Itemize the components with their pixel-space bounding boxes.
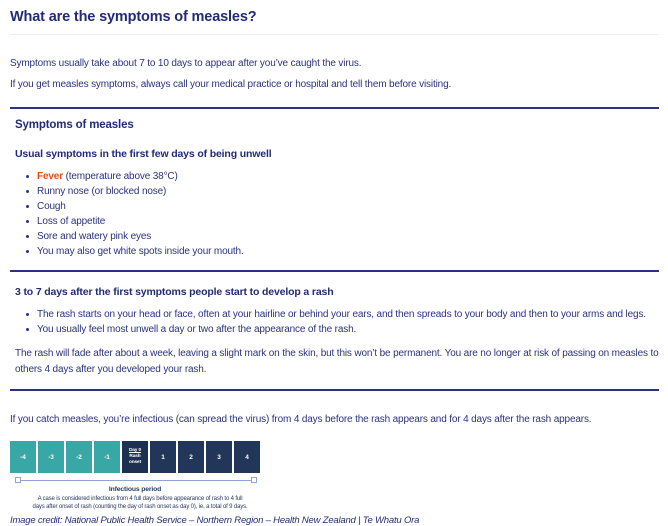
fever-detail: (temperature above 38°C): [62, 171, 178, 183]
section-divider-top: [10, 107, 659, 109]
symptoms-list: [15, 169, 659, 259]
infectious-period-bracket: [15, 477, 257, 483]
infectious-period-label: Infectious period: [108, 486, 162, 494]
list-item: Runny nose (or blocked nose): [37, 184, 659, 199]
list-item: Sore and watery pink eyes: [37, 229, 659, 244]
rash-section: [10, 286, 659, 378]
rash-list: [15, 307, 659, 337]
day-box-plus1: 1: [150, 441, 176, 473]
infectious-section: [10, 413, 659, 526]
symptoms-section: [10, 119, 659, 259]
list-item: Loss of appetite: [37, 214, 659, 229]
intro-paragraph-1: Symptoms usually take about 7 to 10 days to appear after you’ve caught the virus.: [10, 58, 362, 70]
section-divider-mid: [10, 270, 659, 272]
rash-fade-paragraph: The rash will fade after about a week, leaving a slight mark on the skin, but this won’t be permanent. You are no longer at risk of passing on measles to others 4 days after you developed your rash.: [15, 348, 659, 376]
list-item: Cough: [37, 199, 659, 214]
bracket-right-endpoint: [251, 477, 257, 483]
day0-rash-label: Rash: [129, 454, 141, 460]
intro-paragraph-2: If you get measles symptoms, always call your medical practice or hospital and tell them before visiting.: [10, 79, 452, 91]
section-divider-bottom: [10, 389, 659, 391]
list-item: You may also get white spots inside your mouth.: [37, 244, 659, 259]
day-box-plus4: 4: [234, 441, 260, 473]
caption-line-1: A case is considered infectious from 4 full days before appearance of rash to 4 full: [37, 496, 243, 503]
rash-heading: 3 to 7 days after the first symptoms people start to develop a rash: [15, 286, 334, 299]
caption-line-2: days after onset of rash (counting the day of rash onset as day 0), ie, a total of 9 days.: [32, 504, 248, 511]
bracket-line: [21, 480, 251, 481]
image-credit: Image credit: National Public Health Service – Northern Region – Health New Zealand | Te Whatu Ora: [10, 515, 420, 526]
day-box-minus3: -3: [38, 441, 64, 473]
usual-symptoms-subheading: Usual symptoms in the first few days of being unwell: [15, 148, 272, 161]
day-box-minus4: -4: [10, 441, 36, 473]
symptoms-heading: Symptoms of measles: [15, 119, 134, 132]
day-box-plus3: 3: [206, 441, 232, 473]
list-item: You usually feel most unwell a day or two after the appearance of the rash.: [37, 322, 659, 337]
page-title: What are the symptoms of measles?: [10, 9, 257, 25]
day0-label: Day 0: [128, 448, 142, 454]
day-box-plus2: 2: [178, 441, 204, 473]
day-box-rash-onset: [122, 441, 148, 473]
day-boxes-row: [10, 441, 270, 473]
infectious-period-diagram: [10, 441, 270, 511]
infectious-paragraph: If you catch measles, you’re infectious (can spread the virus) from 4 days before the rash appears and for 4 days after the rash appears.: [10, 414, 592, 426]
day-box-minus1: -1: [94, 441, 120, 473]
day0-onset-label: onset: [128, 460, 142, 466]
list-item-fever: [37, 169, 659, 184]
title-divider: [10, 34, 659, 35]
list-item: The rash starts on your head or face, often at your hairline or behind your ears, and then spreads to your body and then to your arms and legs.: [37, 307, 659, 322]
measles-symptoms-page: [0, 9, 668, 526]
fever-highlight: Fever: [37, 171, 63, 183]
day-box-minus2: -2: [66, 441, 92, 473]
